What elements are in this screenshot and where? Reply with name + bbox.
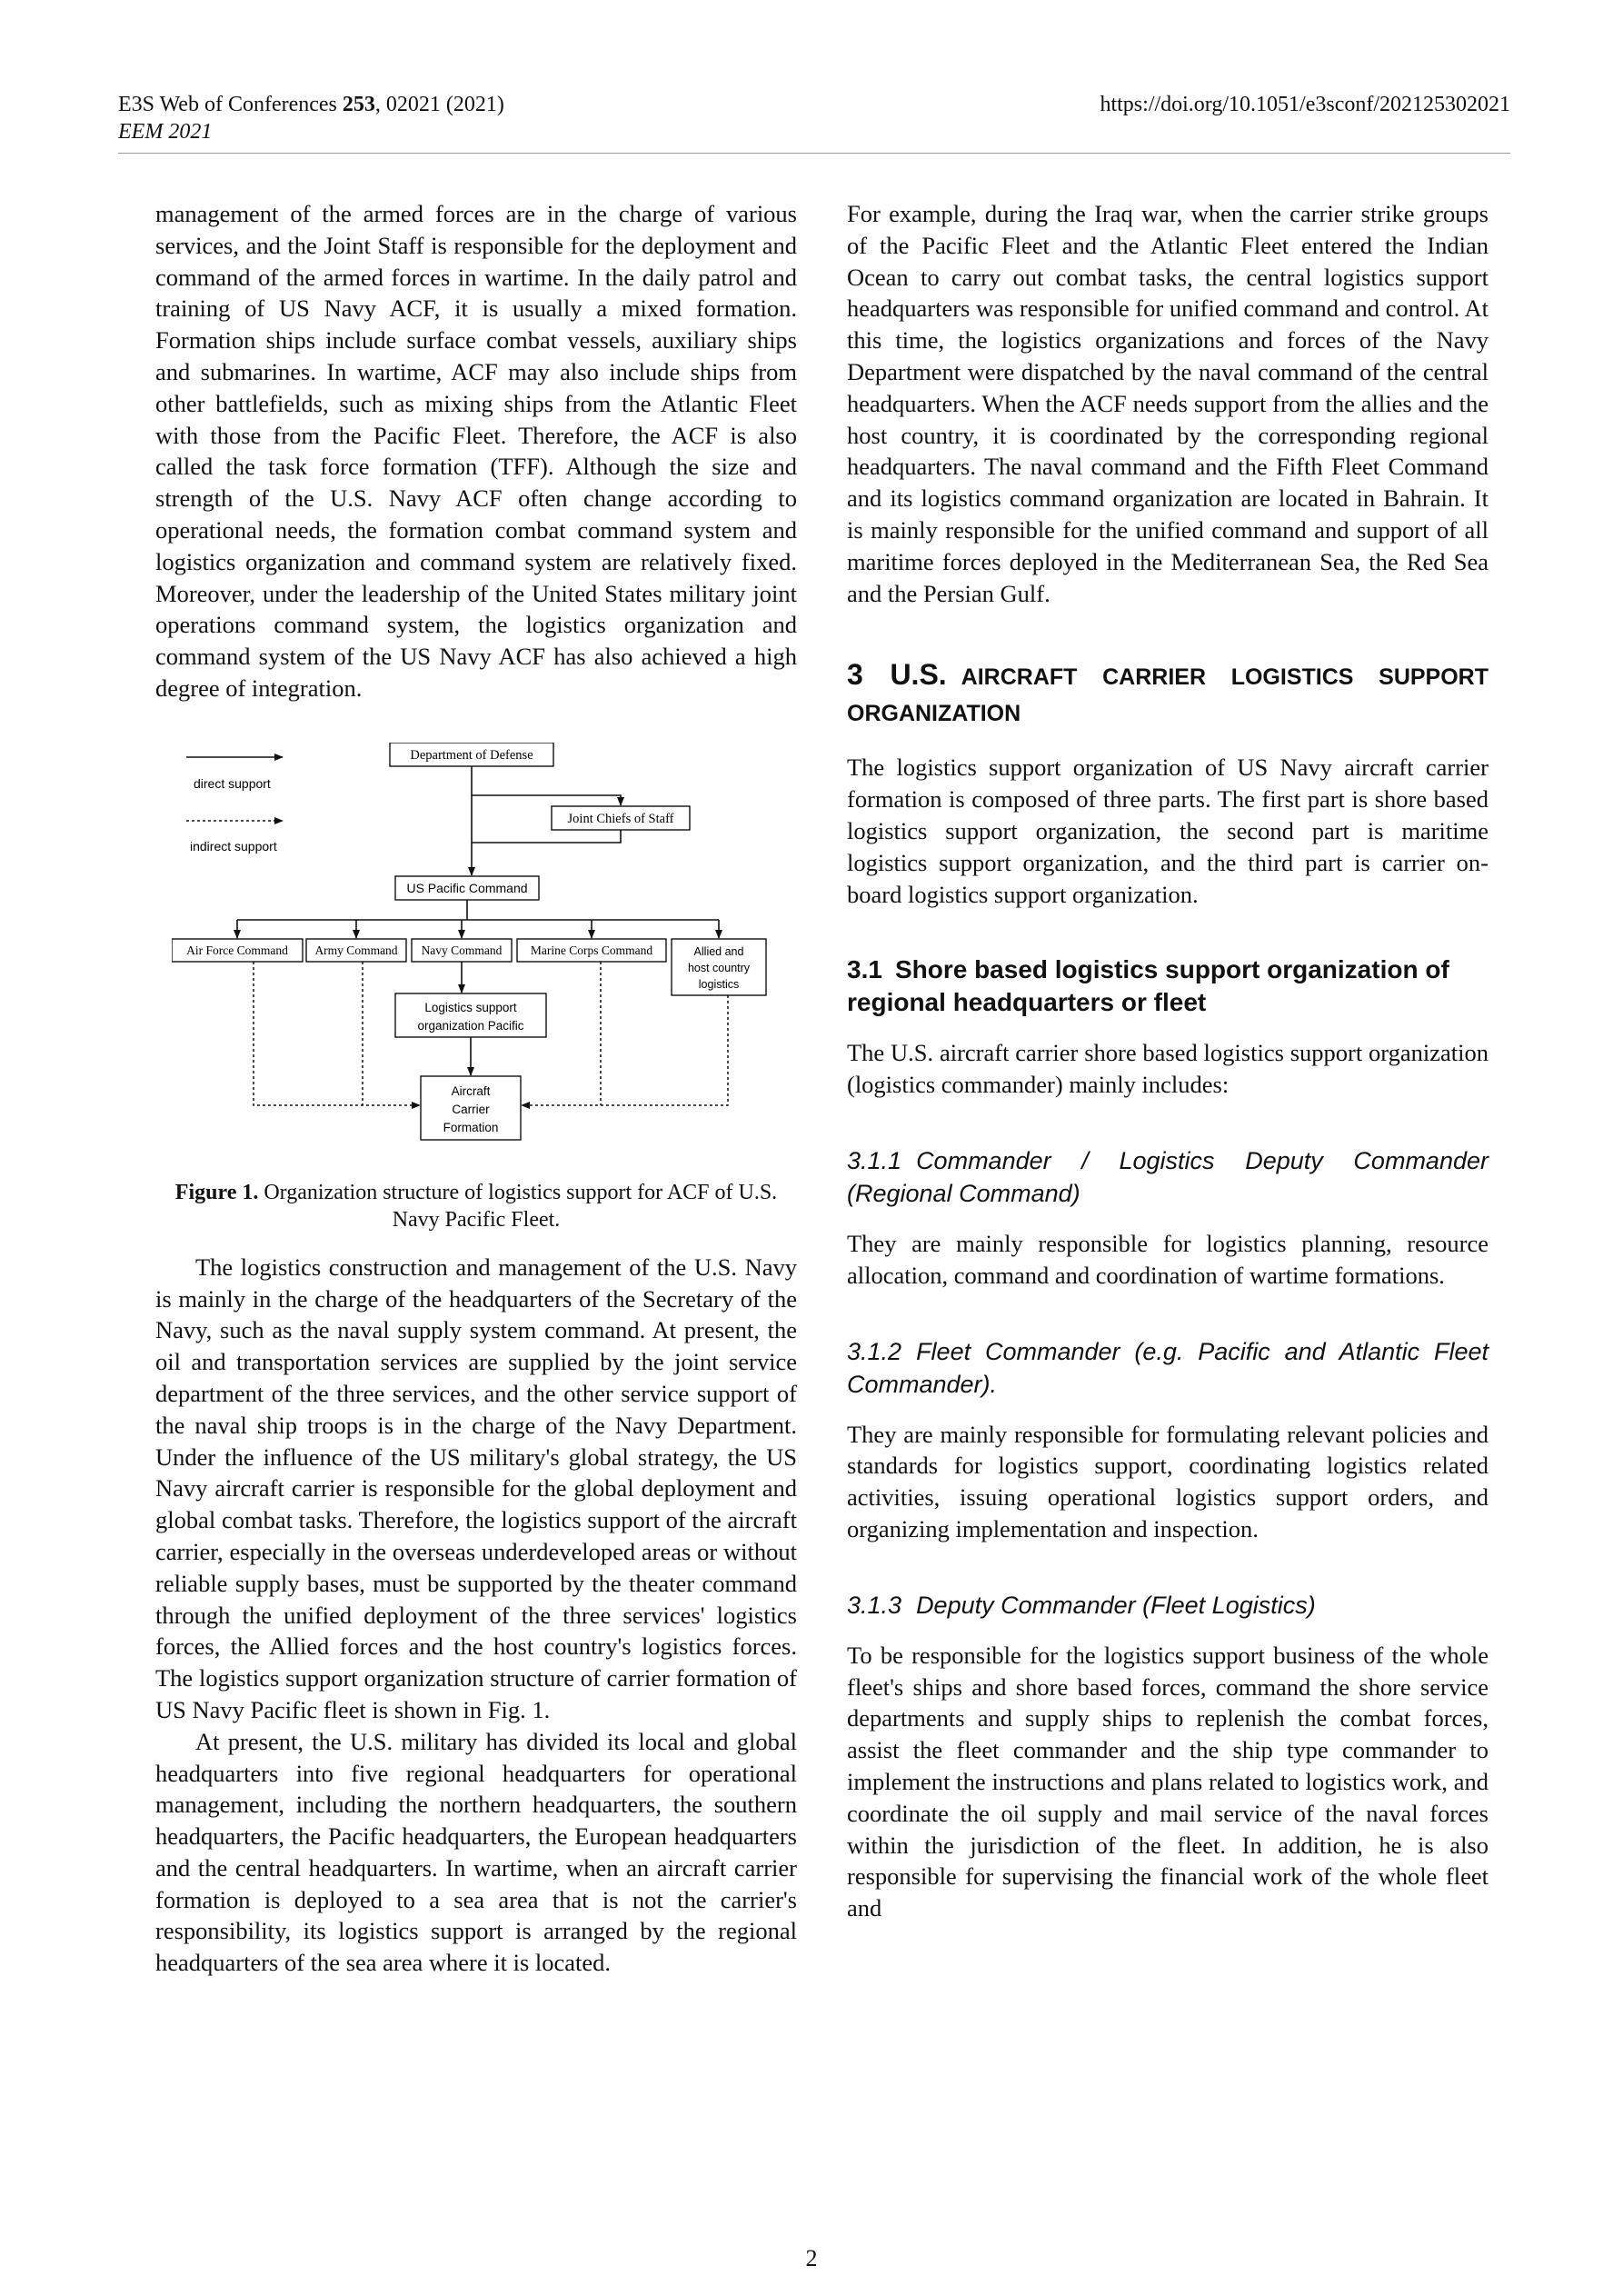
body-paragraph: The logistics support organization of US Navy aircraft carrier formation is composed of three parts. The first part is shore based logistics support organization, the second part is maritime logistics support organization, and the third part is carrier on-board logistics support organization. — [847, 754, 1489, 908]
box-navy-command — [412, 939, 512, 962]
subsection-heading — [847, 953, 1489, 1019]
subsubsection-heading — [847, 1335, 1489, 1401]
journal-volume: 253 — [342, 93, 375, 116]
body-paragraph: The logistics construction and management of the U.S. Navy is mainly in the charge of the headquarters of the Secretary of the Navy, such as the naval supply system command. At present, the oil and transportation services are supplied by the joint service department of the three services, and the other service support of the naval ship troops is in the charge of the Navy Department. Under the influence of the US military's global strategy, the US Navy aircraft carrier is responsible for the global deployment and global combat tasks. Therefore, the logistics support of the aircraft carrier, especially in the overseas underdeveloped areas or without reliable supply bases, must be supported by the theater command through the unified deployment of the three services' logistics forces, the Allied forces and the host country's logistics forces. The logistics support organization structure of carrier formation of US Navy Pacific fleet is shown in Fig. 1. — [155, 1253, 797, 1723]
svg-text:Joint Chiefs of Staff: Joint Chiefs of Staff — [567, 811, 674, 826]
subsection-number: 3.1 — [847, 955, 882, 984]
svg-text:logistics: logistics — [698, 977, 740, 991]
svg-text:Department of Defense: Department of Defense — [410, 747, 533, 763]
body-paragraph: management of the armed forces are in the charge of various services, and the Joint Staff is responsible for the deployment and command of the armed forces in wartime. In the daily patrol and training of US Navy ACF, it is usually a mixed formation. Formation ships include surface combat vessels, auxiliary ships and submarines. In wartime, ACF may also include ships from other battlefields, such as mixing ships from the Atlantic Fleet with those from the Pacific Fleet. Therefore, the ACF is also called the task force formation (TFF). Although the size and strength of the U.S. Navy ACF often change according to operational needs, the formation combat command system and logistics organization and command system are relatively fixed. Moreover, under the leadership of the United States military joint operations command system, the logistics organization and command system of the US Navy ACF has also achieved a high degree of integration. — [155, 200, 797, 702]
journal-name: E3S Web of Conferences — [118, 93, 343, 116]
subsection-title: Shore based logistics support organization of regional headquarters or fleet — [847, 955, 1449, 1017]
section-heading — [847, 656, 1489, 732]
right-column — [847, 198, 1489, 1924]
section-title: AIRCRAFT CARRIER LOGISTICS SUPPORT ORGANIZATION — [847, 664, 1489, 727]
box-army-command — [306, 939, 406, 962]
subsubsection-title: Fleet Commander (e.g. Pacific and Atlantic Fleet Commander). — [847, 1337, 1489, 1398]
left-column — [155, 198, 797, 1979]
body-paragraph: To be responsible for the logistics support business of the whole fleet's ships and shore based forces, command the shore service departments and supply ships to replenish the combat forces, assist the fleet commander and the ship type commander to implement the instructions and plans related to logistics work, and coordinate the oil supply and mail service of the naval forces within the jurisdiction of the fleet. In addition, he is also responsible for supervising the financial work of the whole fleet and — [847, 1641, 1489, 1922]
svg-text:Marine Corps Command: Marine Corps Command — [530, 943, 653, 957]
page-number: 2 — [805, 2245, 818, 2271]
subsubsection-number: 3.1.2 — [847, 1337, 902, 1365]
svg-text:Air Force Command: Air Force Command — [186, 943, 288, 957]
box-joint-chiefs-of-staff — [552, 806, 690, 830]
box-aircraft-carrier-formation — [421, 1076, 521, 1140]
svg-text:Formation: Formation — [443, 1120, 499, 1134]
svg-text:organization Pacific: organization Pacific — [417, 1018, 524, 1033]
subsubsection-title: Commander / Logistics Deputy Commander (Regional Command) — [847, 1146, 1489, 1207]
event-name: EEM 2021 — [118, 120, 213, 144]
figure-label: Figure 1. — [174, 1180, 259, 1204]
svg-text:Navy Command: Navy Command — [421, 943, 503, 957]
subsubsection-number: 3.1.3 — [847, 1591, 902, 1619]
doi-link[interactable]: https://doi.org/10.1051/e3sconf/202125302021 — [1100, 93, 1510, 116]
section-number: 3 U.S. — [847, 658, 947, 692]
box-air-force-command — [172, 939, 303, 962]
body-paragraph: The U.S. aircraft carrier shore based logistics support organization (logistics commander) mainly includes: — [847, 1039, 1489, 1099]
body-paragraph: They are mainly responsible for logistics planning, resource allocation, command and coordination of wartime formations. — [847, 1229, 1489, 1289]
journal-citation — [118, 91, 504, 118]
svg-text:Army Command: Army Command — [314, 943, 398, 957]
svg-text:Logistics support: Logistics support — [424, 1000, 517, 1014]
svg-text:US Pacific Command: US Pacific Command — [406, 880, 528, 895]
subsubsection-heading — [847, 1144, 1489, 1210]
legend — [186, 757, 283, 854]
box-allied-host-country-logistics — [672, 939, 766, 995]
article-number: , 02021 (2021) — [374, 93, 504, 116]
body-paragraph: At present, the U.S. military has divided its local and global headquarters into five regional headquarters for operational management, including the northern headquarters, the southern headquarters, the Pacific headquarters, the European headquarters and the central headquarters. In wartime, when an aircraft carrier formation is deployed to a sea area that is not the carrier's responsibility, its logistics support is arranged by the regional headquarters of the sea area where it is located. — [155, 1727, 797, 1977]
legend-indirect-label: indirect support — [190, 838, 277, 854]
box-us-pacific-command — [395, 876, 539, 900]
box-marine-corps-command — [517, 939, 666, 962]
running-header-left — [118, 91, 504, 145]
header-divider — [118, 153, 1510, 154]
figure-caption-text: Organization structure of logistics support for ACF of U.S. Navy Pacific Fleet. — [258, 1180, 778, 1232]
subsubsection-heading — [847, 1589, 1489, 1622]
box-department-of-defense — [390, 743, 553, 766]
box-logistics-support-organization-pacific — [395, 993, 546, 1037]
subsubsection-title: Deputy Commander (Fleet Logistics) — [916, 1591, 1316, 1619]
subsubsection-number: 3.1.1 — [847, 1146, 902, 1174]
svg-text:host country: host country — [687, 961, 751, 974]
body-paragraph: They are mainly responsible for formulating relevant policies and standards for logistics support, coordinating logistics related activities, issuing operational logistics support orders, and organizing implementation and inspection. — [847, 1420, 1489, 1542]
body-paragraph: For example, during the Iraq war, when the carrier strike groups of the Pacific Fleet and the Atlantic Fleet entered the Indian Ocean to carry out combat tasks, the central logistics support headquarters was responsible for unified command and control. At this time, the logistics organizations and forces of the Navy Department were dispatched by the naval command of the central headquarters. When the ACF needs support from the allies and the host country, it is coordinated by the corresponding regional headquarters. The naval command and the Fifth Fleet Command and its logistics command organization are located in Bahrain. It is mainly responsible for the unified command and support of all maritime forces deployed in the Mediterranean Sea, the Red Sea and the Persian Gulf. — [847, 200, 1489, 607]
org-chart-diagram — [172, 743, 790, 1170]
svg-text:Carrier: Carrier — [452, 1102, 490, 1116]
svg-text:Aircraft: Aircraft — [451, 1083, 491, 1098]
figure-1 — [155, 743, 797, 1252]
svg-text:Allied and: Allied and — [693, 944, 744, 958]
legend-direct-label: direct support — [194, 775, 271, 791]
figure-caption — [155, 1179, 797, 1233]
